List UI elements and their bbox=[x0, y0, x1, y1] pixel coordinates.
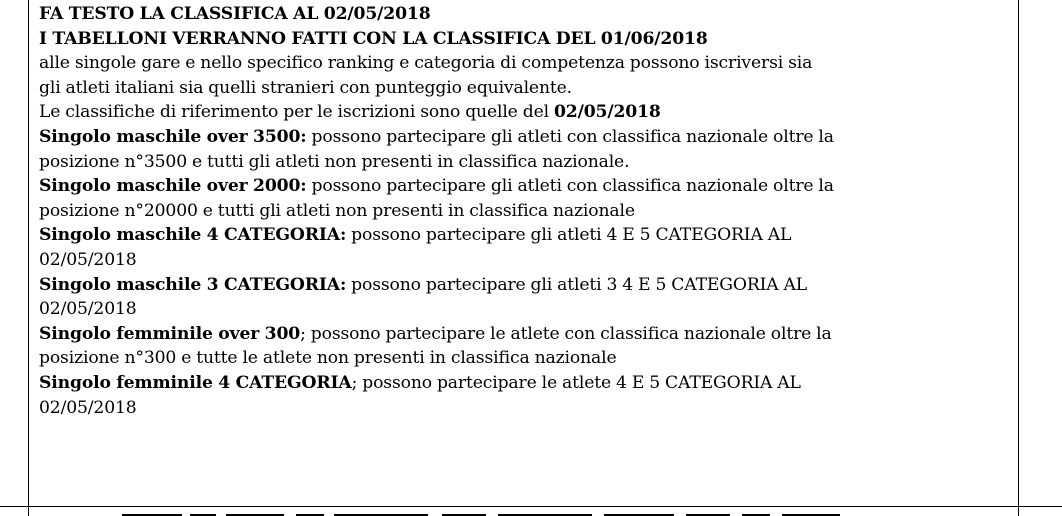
table-right-border bbox=[1018, 0, 1019, 516]
rule-title: Singolo maschile over 3500: bbox=[39, 126, 307, 147]
rule-line: Singolo femminile over 300; possono partecipare le atlete con classifica nazionale oltre la bbox=[39, 323, 832, 344]
rule-line: posizione n°3500 e tutti gli atleti non presenti in classifica nazionale. bbox=[39, 151, 630, 172]
heading-ranking-date: FA TESTO LA CLASSIFICA AL 02/05/2018 bbox=[39, 4, 431, 24]
rule-line: posizione n°300 e tutte le atlete non presenti in classifica nazionale bbox=[39, 348, 617, 369]
next-row-cut-off bbox=[0, 507, 1062, 516]
rule-line: 02/05/2018 bbox=[39, 249, 137, 270]
rule-line: Singolo maschile over 3500: possono partecipare gli atleti con classifica nazionale oltre la bbox=[39, 126, 834, 147]
intro-line: alle singole gare e nello specifico ranking e categoria di competenza possono iscriversi sia bbox=[39, 53, 813, 74]
rule-title: Singolo maschile 3 CATEGORIA: bbox=[39, 274, 347, 295]
rule-line: Singolo femminile 4 CATEGORIA; possono partecipare le atlete 4 E 5 CATEGORIA AL bbox=[39, 372, 801, 393]
rule-line: posizione n°20000 e tutti gli atleti non presenti in classifica nazionale bbox=[39, 200, 635, 221]
rule-title: Singolo femminile over 300 bbox=[39, 323, 301, 344]
regulation-cell bbox=[39, 2, 1015, 420]
rule-line: Singolo maschile over 2000: possono partecipare gli atleti con classifica nazionale oltre la bbox=[39, 176, 834, 197]
table-left-border bbox=[28, 0, 29, 516]
rule-line: Singolo maschile 4 CATEGORIA: possono partecipare gli atleti 4 E 5 CATEGORIA AL bbox=[39, 225, 792, 246]
cut-off-text-tops bbox=[120, 507, 940, 516]
reference-line: Le classifiche di riferimento per le iscrizioni sono quelle del 02/05/2018 bbox=[39, 102, 661, 123]
heading-draw-date: I TABELLONI VERRANNO FATTI CON LA CLASSIFICA DEL 01/06/2018 bbox=[39, 28, 708, 49]
intro-line: gli atleti italiani sia quelli stranieri con punteggio equivalente. bbox=[39, 77, 572, 98]
rule-line: 02/05/2018 bbox=[39, 299, 137, 320]
rule-title: Singolo maschile over 2000: bbox=[39, 176, 307, 197]
rule-title: Singolo maschile 4 CATEGORIA: bbox=[39, 225, 347, 246]
rule-title: Singolo femminile 4 CATEGORIA bbox=[39, 372, 352, 393]
rule-line: Singolo maschile 3 CATEGORIA: possono partecipare gli atleti 3 4 E 5 CATEGORIA AL bbox=[39, 274, 808, 295]
rule-line: 02/05/2018 bbox=[39, 397, 137, 418]
